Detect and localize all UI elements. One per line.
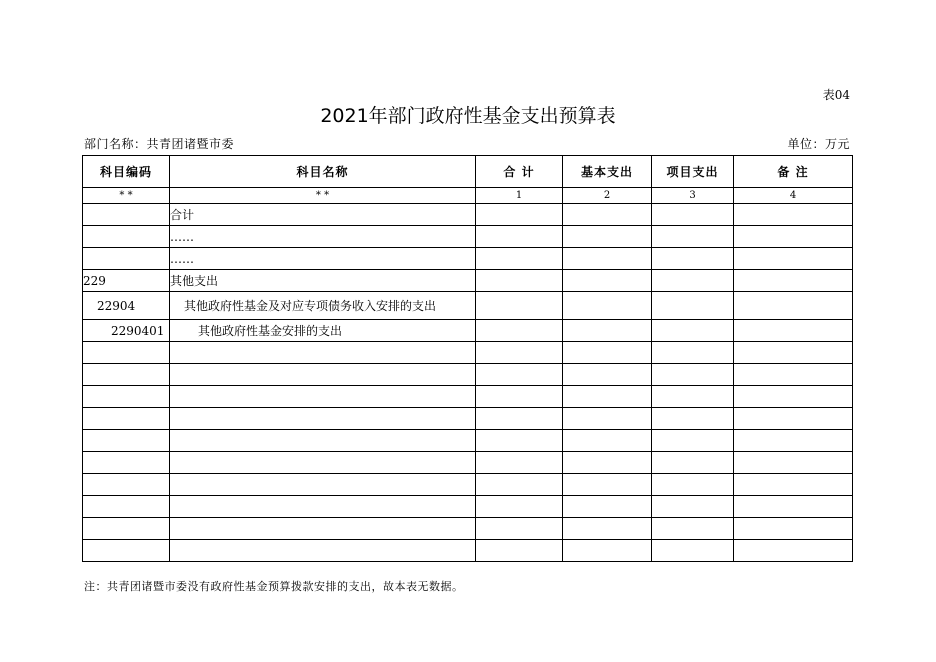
name-cell — [170, 496, 476, 518]
table-row — [83, 408, 853, 430]
name-cell — [170, 342, 476, 364]
project-cell — [652, 342, 734, 364]
basic-cell — [563, 408, 652, 430]
basic-cell — [563, 430, 652, 452]
name-cell: 其他政府性基金及对应专项债务收入安排的支出 — [170, 292, 476, 320]
col-header-project: 项目支出 — [652, 156, 734, 188]
table-number: 表04 — [822, 88, 850, 102]
total-cell — [476, 292, 563, 320]
col-header-total: 合 计 — [476, 156, 563, 188]
basic-cell — [563, 452, 652, 474]
table-row — [83, 226, 853, 248]
code-cell — [83, 496, 170, 518]
index-row — [83, 188, 853, 204]
name-cell — [170, 430, 476, 452]
code-cell — [83, 408, 170, 430]
project-cell — [652, 364, 734, 386]
table-row — [83, 386, 853, 408]
basic-cell — [563, 292, 652, 320]
footnote: 注：共青团诸暨市委没有政府性基金预算拨款安排的支出，故本表无数据。 — [84, 580, 464, 593]
total-cell — [476, 270, 563, 292]
remark-cell — [734, 518, 853, 540]
code-cell — [83, 452, 170, 474]
table-row — [83, 292, 853, 320]
basic-cell — [563, 320, 652, 342]
code-cell: 2290401 — [83, 320, 170, 342]
total-cell — [476, 204, 563, 226]
code-cell — [83, 430, 170, 452]
total-cell — [476, 226, 563, 248]
index-cell: 1 — [476, 188, 563, 204]
basic-cell — [563, 496, 652, 518]
name-cell: …… — [170, 226, 476, 248]
name-cell — [170, 518, 476, 540]
total-cell — [476, 452, 563, 474]
index-cell: * * — [83, 188, 170, 204]
table-row — [83, 430, 853, 452]
name-cell: …… — [170, 248, 476, 270]
total-cell — [476, 430, 563, 452]
basic-cell — [563, 540, 652, 562]
code-cell — [83, 386, 170, 408]
table-row — [83, 540, 853, 562]
basic-cell — [563, 342, 652, 364]
name-cell — [170, 452, 476, 474]
total-cell — [476, 364, 563, 386]
total-cell — [476, 474, 563, 496]
basic-cell — [563, 270, 652, 292]
name-cell — [170, 364, 476, 386]
total-cell — [476, 248, 563, 270]
table-row — [83, 364, 853, 386]
remark-cell — [734, 408, 853, 430]
code-cell — [83, 474, 170, 496]
project-cell — [652, 408, 734, 430]
remark-cell — [734, 540, 853, 562]
total-cell — [476, 496, 563, 518]
col-header-code: 科目编码 — [83, 156, 170, 188]
code-cell: 229 — [83, 270, 170, 292]
name-cell — [170, 386, 476, 408]
remark-cell — [734, 474, 853, 496]
project-cell — [652, 270, 734, 292]
remark-cell — [734, 320, 853, 342]
table-row — [83, 270, 853, 292]
table-row — [83, 518, 853, 540]
name-cell — [170, 474, 476, 496]
project-cell — [652, 204, 734, 226]
project-cell — [652, 226, 734, 248]
name-cell — [170, 408, 476, 430]
total-cell — [476, 342, 563, 364]
basic-cell — [563, 364, 652, 386]
remark-cell — [734, 270, 853, 292]
code-cell: 22904 — [83, 292, 170, 320]
basic-cell — [563, 518, 652, 540]
code-cell — [83, 342, 170, 364]
budget-table — [82, 155, 853, 562]
remark-cell — [734, 204, 853, 226]
total-cell — [476, 408, 563, 430]
project-cell — [652, 292, 734, 320]
table-row — [83, 452, 853, 474]
table-row — [83, 204, 853, 226]
index-cell: 2 — [563, 188, 652, 204]
project-cell — [652, 540, 734, 562]
remark-cell — [734, 342, 853, 364]
col-header-remark: 备 注 — [734, 156, 853, 188]
project-cell — [652, 452, 734, 474]
code-cell — [83, 204, 170, 226]
remark-cell — [734, 496, 853, 518]
code-cell — [83, 226, 170, 248]
project-cell — [652, 248, 734, 270]
remark-cell — [734, 292, 853, 320]
total-cell — [476, 540, 563, 562]
table-row — [83, 496, 853, 518]
unit-label: 单位：万元 — [787, 137, 850, 151]
table-row — [83, 248, 853, 270]
code-cell — [83, 364, 170, 386]
code-cell — [83, 518, 170, 540]
table-row — [83, 474, 853, 496]
project-cell — [652, 430, 734, 452]
basic-cell — [563, 474, 652, 496]
project-cell — [652, 474, 734, 496]
remark-cell — [734, 226, 853, 248]
table-header-row — [83, 156, 853, 188]
col-header-name: 科目名称 — [170, 156, 476, 188]
code-cell — [83, 248, 170, 270]
remark-cell — [734, 452, 853, 474]
name-cell — [170, 540, 476, 562]
index-cell: * * — [170, 188, 476, 204]
name-cell: 其他政府性基金安排的支出 — [170, 320, 476, 342]
project-cell — [652, 518, 734, 540]
col-header-basic: 基本支出 — [563, 156, 652, 188]
basic-cell — [563, 248, 652, 270]
index-cell: 4 — [734, 188, 853, 204]
basic-cell — [563, 386, 652, 408]
remark-cell — [734, 430, 853, 452]
code-cell — [83, 540, 170, 562]
page-title: 2021年部门政府性基金支出预算表 — [320, 105, 616, 127]
table-row — [83, 342, 853, 364]
department-label: 部门名称：共青团诸暨市委 — [84, 137, 235, 151]
name-cell: 其他支出 — [170, 270, 476, 292]
total-cell — [476, 386, 563, 408]
project-cell — [652, 496, 734, 518]
total-cell — [476, 320, 563, 342]
total-cell — [476, 518, 563, 540]
table-row — [83, 320, 853, 342]
remark-cell — [734, 248, 853, 270]
remark-cell — [734, 386, 853, 408]
index-cell: 3 — [652, 188, 734, 204]
remark-cell — [734, 364, 853, 386]
project-cell — [652, 386, 734, 408]
basic-cell — [563, 226, 652, 248]
name-cell: 合计 — [170, 204, 476, 226]
project-cell — [652, 320, 734, 342]
basic-cell — [563, 204, 652, 226]
